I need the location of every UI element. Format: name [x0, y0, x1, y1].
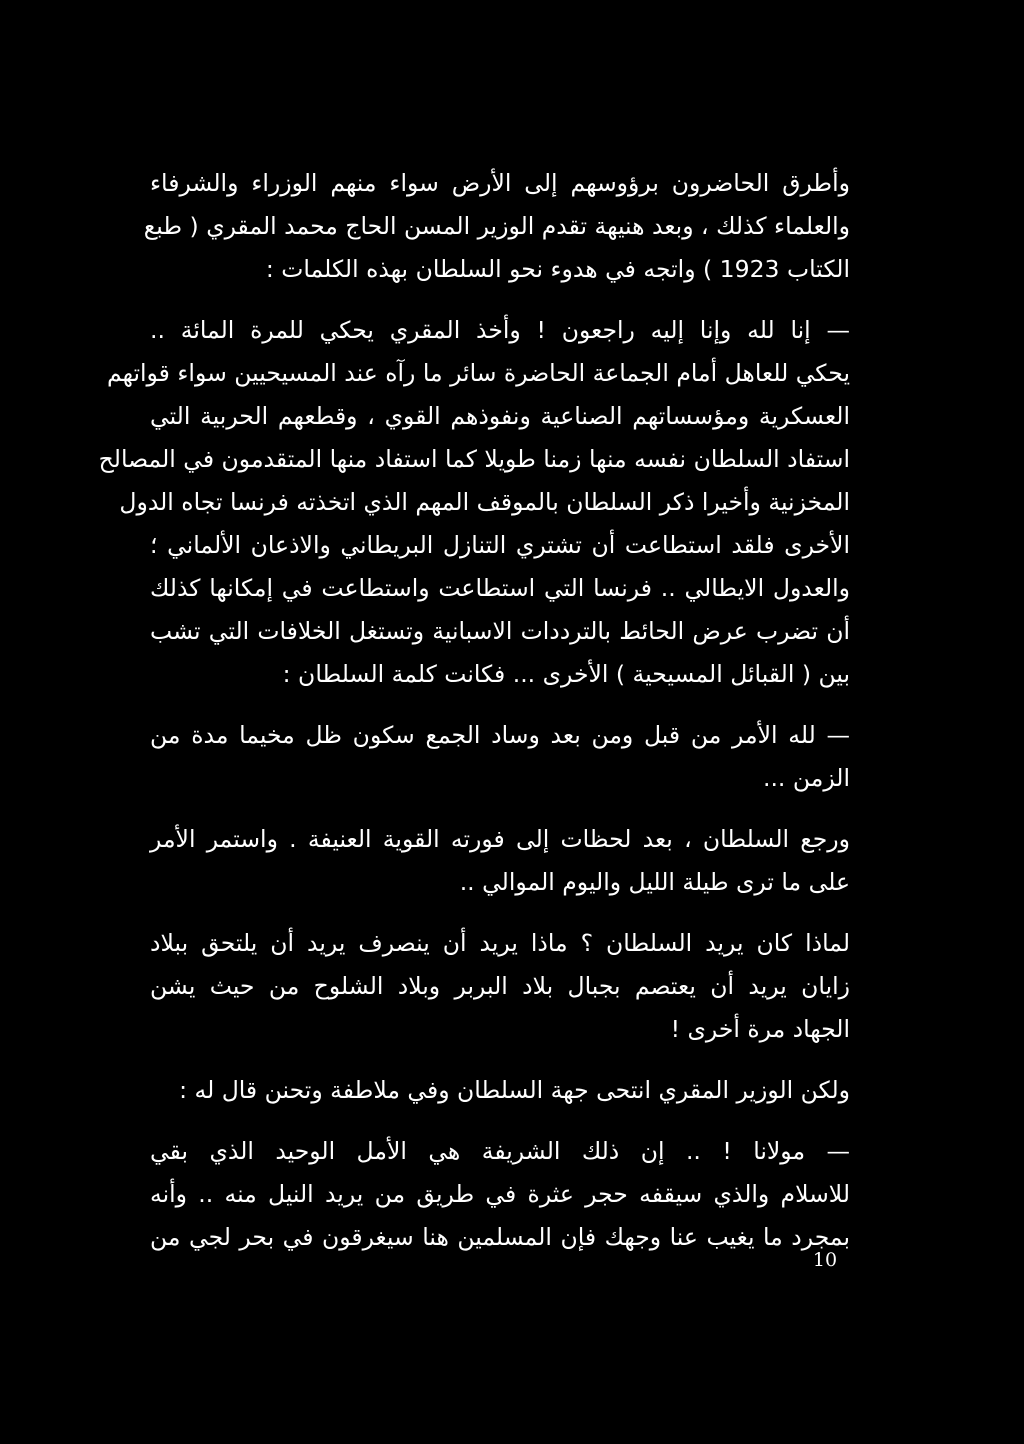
- paragraph-5: [150, 922, 850, 1051]
- text-line: — لله الأمر من قبل ومن بعد وساد الجمع سكون ظل مخيما مدة من: [150, 721, 850, 749]
- text-line: أن تضرب عرض الحائط بالترددات الاسبانية وتستغل الخلافات التي تشب: [150, 617, 850, 645]
- text-line: لماذا كان يريد السلطان ؟ ماذا يريد أن ينصرف يريد أن يلتحق ببلاد: [150, 929, 850, 957]
- text-line: ولكن الوزير المقري انتحى جهة السلطان وفي ملاطفة وتحنن قال له :: [179, 1076, 850, 1104]
- text-line: — مولانا ! .. إن ذلك الشريفة هي الأمل الوحيد الذي بقي: [150, 1137, 850, 1165]
- text-line: يحكي للعاهل أمام الجماعة الحاضرة سائر ما رآه عند المسيحيين سواء قواتهم: [106, 359, 850, 387]
- paragraph-1: [143, 162, 850, 291]
- paragraph-2: [98, 309, 850, 696]
- paragraph-7: [150, 1130, 850, 1259]
- text-line: الأخرى فلقد استطاعت أن تشتري التنازل البريطاني والاذعان الألماني ؛: [150, 531, 850, 559]
- text-line: العسكرية ومؤسساتهم الصناعية ونفوذهم القوي ، وقطعهم الحربية التي: [150, 402, 850, 430]
- text-line: للاسلام والذي سيقفه حجر عثرة في طريق من يريد النيل منه .. وأنه: [150, 1180, 850, 1208]
- text-line: — إنا لله وإنا إليه راجعون ! وأخذ المقري يحكي للمرة المائة ..: [150, 316, 850, 344]
- paragraph-4: [150, 818, 850, 904]
- page-number: 10: [812, 1249, 838, 1271]
- text-line: بمجرد ما يغيب عنا وجهك فإن المسلمين هنا سيغرقون في بحر لجي من: [150, 1223, 850, 1251]
- text-line: بين ( القبائل المسيحية ) الأخرى ... فكانت كلمة السلطان :: [282, 660, 850, 688]
- text-line: الكتاب 1923 ) واتجه في هدوء نحو السلطان بهذه الكلمات :: [265, 255, 850, 283]
- text-line: والعدول الايطالي .. فرنسا التي استطاعت واستطاعت في إمكانها كذلك: [150, 574, 850, 602]
- paragraph-6: [150, 1069, 850, 1112]
- text-line: الزمن ...: [762, 764, 850, 792]
- text-line: على ما ترى طيلة الليل واليوم الموالي ..: [459, 868, 850, 896]
- text-line: زايان يريد أن يعتصم بجبال بلاد البربر وبلاد الشلوح من حيث يشن: [150, 972, 850, 1000]
- text-line: ورجع السلطان ، بعد لحظات إلى فورته القوية العنيفة . واستمر الأمر: [150, 825, 850, 853]
- text-line: المخزنية وأخيرا ذكر السلطان بالموقف المهم الذي اتخذته فرنسا تجاه الدول: [119, 488, 850, 516]
- page-text: [98, 162, 850, 1277]
- text-line: الجهاد مرة أخرى !: [670, 1015, 850, 1043]
- text-line: استفاد السلطان نفسه منها زمنا طويلا كما استفاد منها المتقدمون في المصالح: [98, 445, 850, 473]
- text-line: والعلماء كذلك ، وبعد هنيهة تقدم الوزير المسن الحاج محمد المقري ( طبع: [143, 212, 850, 240]
- text-line: وأطرق الحاضرون برؤوسهم إلى الأرض سواء منهم الوزراء والشرفاء: [150, 169, 850, 197]
- paragraph-3: [150, 714, 850, 800]
